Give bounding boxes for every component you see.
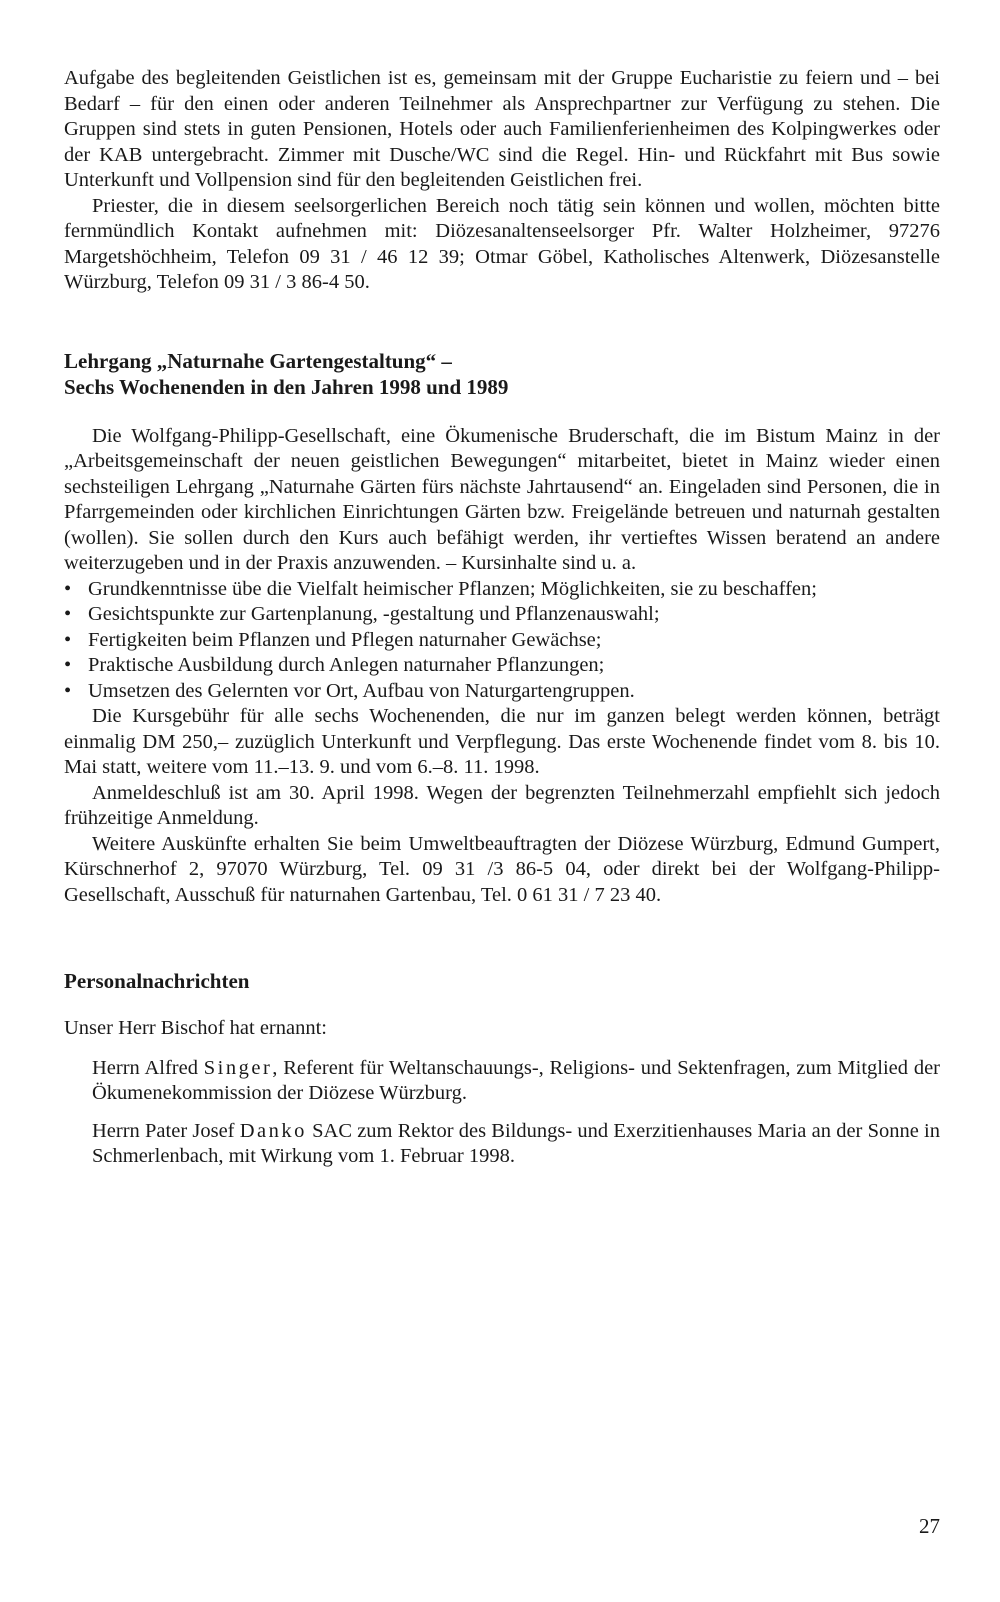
- personal-lead: Unser Herr Bischof hat ernannt:: [64, 1017, 327, 1039]
- course-title-line-2: Sechs Wochenenden in den Jahren 1998 und 1989: [64, 374, 509, 399]
- document-page: [64, 66, 940, 1170]
- appointment-1-post: , Referent für Weltanschauungs-, Religions- und Sektenfragen, zum Mitglied der Ökumenekommission der Diözese Würzburg.: [92, 1056, 940, 1104]
- course-paragraph-3: Anmeldeschluß ist am 30. April 1998. Wegen der begrenzten Teilnehmerzahl empfiehlt sich jedoch frühzeitige Anmeldung.: [64, 781, 940, 829]
- appointment-2-post: SAC zum Rektor des Bildungs- und Exerzitienhauses Maria an der Sonne in Schmerlenbach, mit Wirkung vom 1. Februar 1998.: [92, 1119, 941, 1167]
- list-item: • Gesichtspunkte zur Gartenplanung, -gestaltung und Pflanzenauswahl;: [64, 602, 940, 628]
- course-contents-list: [64, 577, 940, 705]
- page-number: 27: [919, 1514, 940, 1538]
- course-heading: [64, 348, 940, 400]
- appointment-2-pre: Herrn Pater Josef: [92, 1119, 240, 1142]
- course-paragraph-4: Weitere Auskünfte erhalten Sie beim Umweltbeauftragten der Diözese Würzburg, Edmund Gumpert, Kürschnerhof 2, 97070 Würzburg, Tel. 09 31 /3 86-5 04, oder direkt bei der Wolfgang-Philipp-Gesellschaft, Ausschuß für naturnahen Gartenbau, Tel. 0 61 31 / 7 23 40.: [64, 832, 940, 906]
- list-item: • Praktische Ausbildung durch Anlegen naturnaher Pflanzungen;: [64, 653, 940, 679]
- course-paragraph-1: Die Wolfgang-Philipp-Gesellschaft, eine Ökumenische Bruderschaft, die im Bistum Mainz in der „Arbeitsgemeinschaft der neuen geistlichen Bewegungen“ mitarbeitet, bietet in Mainz wieder einen sechsteiligen Lehrgang „Naturnahe Gärten fürs nächste Jahrtausend“ an. Eingeladen sind Personen, die in Pfarrgemeinden oder kirchlichen Einrichtungen Gärten bzw. Freigelände betreuen und naturnah gestalten (wollen). Sie sollen durch den Kurs auch befähigt werden, ihr vertieftes Wissen beratend an andere weiterzugeben und in der Praxis anzuwenden. – Kursinhalte sind u. a.: [64, 424, 940, 574]
- intro-paragraph-2: Priester, die in diesem seelsorgerlichen Bereich noch tätig sein können und wollen, möchten bitte fernmündlich Kontakt aufnehmen mit: Diözesanaltenseelsorger Pfr. Walter Holzheimer, 97276 Margetshöchheim, Telefon 09 31 / 46 12 39; Otmar Göbel, Katholisches Altenwerk, Diözesanstelle Würzburg, Telefon 09 31 / 3 86-4 50.: [64, 194, 940, 293]
- appointment-2: [92, 1119, 940, 1170]
- appointment-1-pre: Herrn Alfred: [92, 1056, 204, 1079]
- list-item: • Grundkenntnisse übe die Vielfalt heimischer Pflanzen; Möglichkeiten, sie zu beschaffen;: [64, 577, 940, 603]
- appointment-1-name: Singer: [203, 1056, 273, 1079]
- intro-paragraph-1: Aufgabe des begleitenden Geistlichen ist es, gemeinsam mit der Gruppe Eucharistie zu feiern und – bei Bedarf – für den einen oder anderen Teilnehmer als Ansprechpartner zur Verfügung zu stehen. Die Gruppen sind stets in guten Pensionen, Hotels oder auch Familienferienheimen des Kolpingwerkes oder der KAB untergebracht. Zimmer mit Dusche/WC sind die Regel. Hin- und Rückfahrt mit Bus sowie Unterkunft und Vollpension sind für den begleitenden Geistlichen frei.: [64, 67, 940, 191]
- appointment-1: [92, 1056, 940, 1107]
- list-item: • Fertigkeiten beim Pflanzen und Pflegen naturnaher Gewächse;: [64, 628, 940, 654]
- appointment-2-name: Danko: [239, 1119, 307, 1142]
- list-item: • Umsetzen des Gelernten vor Ort, Aufbau von Naturgartengruppen.: [64, 679, 940, 705]
- personal-heading: Personalnachrichten: [64, 969, 250, 993]
- course-title-line-1: Lehrgang „Naturnahe Gartengestaltung“ –: [64, 348, 452, 373]
- course-paragraph-2: Die Kursgebühr für alle sechs Wochenenden, die nur im ganzen belegt werden können, beträgt einmalig DM 250,– zuzüglich Unterkunft und Verpflegung. Das erste Wochenende findet vom 8. bis 10. Mai statt, weitere vom 11.–13. 9. und vom 6.–8. 11. 1998.: [64, 705, 940, 778]
